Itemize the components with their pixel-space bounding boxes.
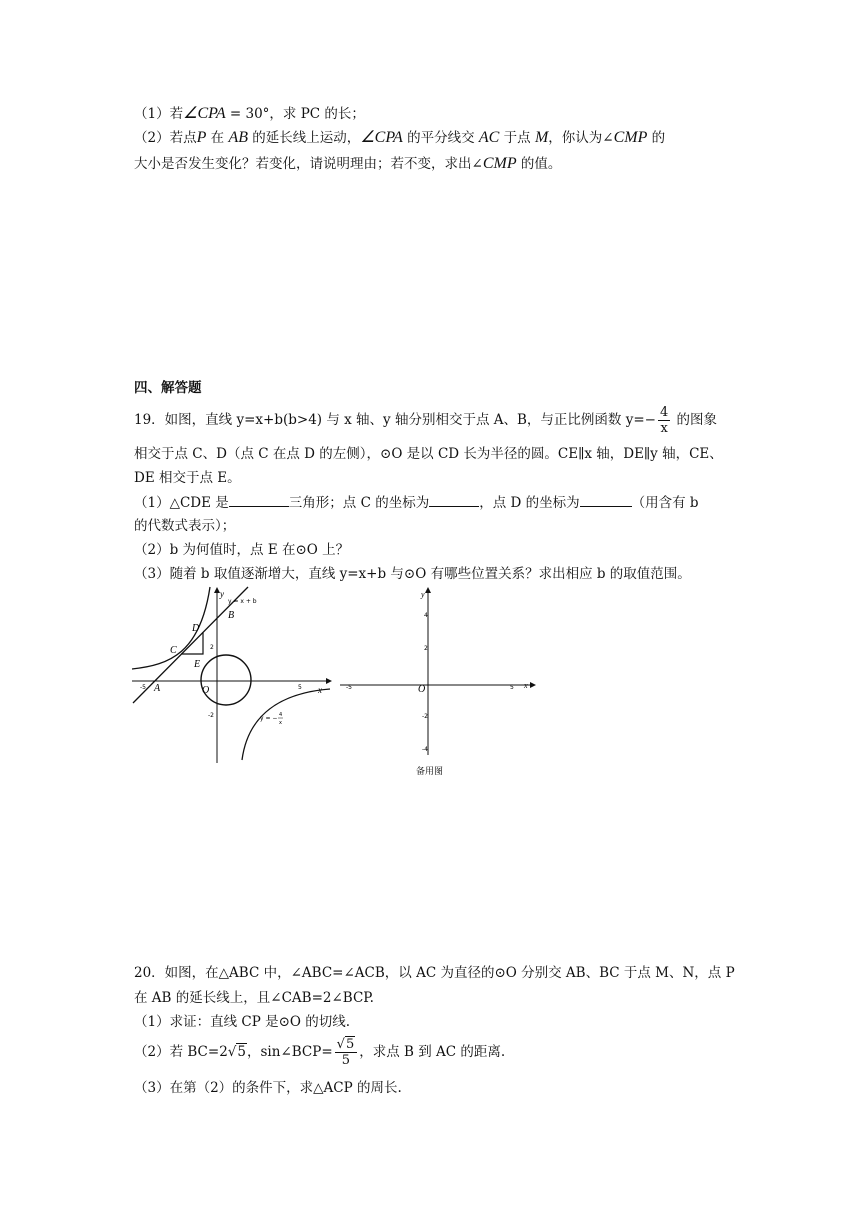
q20-line4: （2）若 BC=2√5，sin∠BCP= $\frac{√5}{5}$ ，求点 B 到 AC 的距离. <box>134 1037 506 1068</box>
tick-label: 4 <box>424 612 428 619</box>
y-axis-label: y <box>421 590 425 599</box>
point-d-label: D <box>192 623 200 634</box>
tick-label: -2 <box>208 712 214 719</box>
x-axis-label: x <box>524 681 528 690</box>
line-label: y = x + b <box>228 598 257 605</box>
figure-graph-2-spare <box>338 585 538 785</box>
q19-line4: （1）△CDE 是 三角形；点 C 的坐标为 ，点 D 的坐标为 （用含有 b <box>134 492 699 513</box>
q20-line5: （3）在第（2）的条件下，求△ACP 的周长. <box>134 1080 402 1096</box>
figure-caption: 备用图 <box>416 767 444 777</box>
q20-line2: 在 AB 的延长线上，且∠CAB=2∠BCP. <box>134 990 374 1006</box>
figure-graph-1 <box>130 585 335 765</box>
fraction-4-over-x: $\frac{4}{x}$ <box>659 405 669 436</box>
origin-label: O <box>418 684 426 695</box>
point-e-label: E <box>194 659 201 670</box>
q19-line7: （3）随着 b 取值逐渐增大，直线 y=x+b 与⊙O 有哪些位置关系？求出相应 b 的取值范围。 <box>134 566 691 582</box>
answer-blank <box>429 492 479 507</box>
hyperbola-num: 4 <box>279 712 283 718</box>
q19-line5: 的代数式表示）； <box>134 518 236 534</box>
tick-label: -4 <box>422 746 428 753</box>
tick-label: -5 <box>346 684 352 691</box>
q18-part2-cont: 大小是否发生变化？若变化，请说明理由；若不变，求出∠CMP 的值。 <box>134 155 562 172</box>
hyperbola-label: y = − <box>260 715 278 722</box>
q19-line2: 相交于点 C、D（点 C 在点 D 的左侧），⊙O 是以 CD 长为半径的圆。CE∥x 轴，DE∥y 轴，CE、 <box>134 446 723 462</box>
tick-label: 2 <box>210 644 214 651</box>
point-c-label: C <box>170 645 177 656</box>
q19-line3: DE 相交于点 E。 <box>134 470 241 486</box>
origin-label: O <box>202 685 210 696</box>
answer-blank <box>580 492 632 507</box>
q18-part1: （1）若∠CPA = 30°，求 PC 的长； <box>134 105 365 122</box>
q20-line1: 20．如图，在△ABC 中，∠ABC=∠ACB，以 AC 为直径的⊙O 分别交 AB、BC 于点 M、N，点 P <box>134 965 735 981</box>
q19-line6: （2）b 为何值时，点 E 在⊙O 上？ <box>134 542 350 558</box>
q19-line1: 19．如图，直线 y=x+b(b>4) 与 x 轴、y 轴分别相交于点 A、B，与正比例函数 y=− $\frac{4}{x}$ 的图象 <box>134 405 718 436</box>
section-title: 四、解答题 <box>134 380 202 396</box>
tick-label: 5 <box>510 684 514 691</box>
hyperbola-den: x <box>279 720 282 726</box>
tick-label: -2 <box>422 713 428 720</box>
tick-label: 2 <box>424 645 428 652</box>
tick-label: -5 <box>140 684 146 691</box>
tick-label: 5 <box>298 684 302 691</box>
q18-part2: （2）若点P 在 AB 的延长线上运动，∠CPA 的平分线交 AC 于点 M，你认为∠CMP 的 <box>134 129 666 146</box>
point-b-label: B <box>228 610 235 621</box>
point-a-label: A <box>154 683 161 694</box>
y-axis-label: y <box>220 589 224 599</box>
answer-blank <box>229 492 289 507</box>
fraction-sqrt5-over-5: $\frac{√5}{5}$ <box>335 1037 358 1068</box>
x-axis-label: x <box>318 685 322 695</box>
q20-line3: （1）求证：直线 CP 是⊙O 的切线. <box>134 1014 351 1030</box>
